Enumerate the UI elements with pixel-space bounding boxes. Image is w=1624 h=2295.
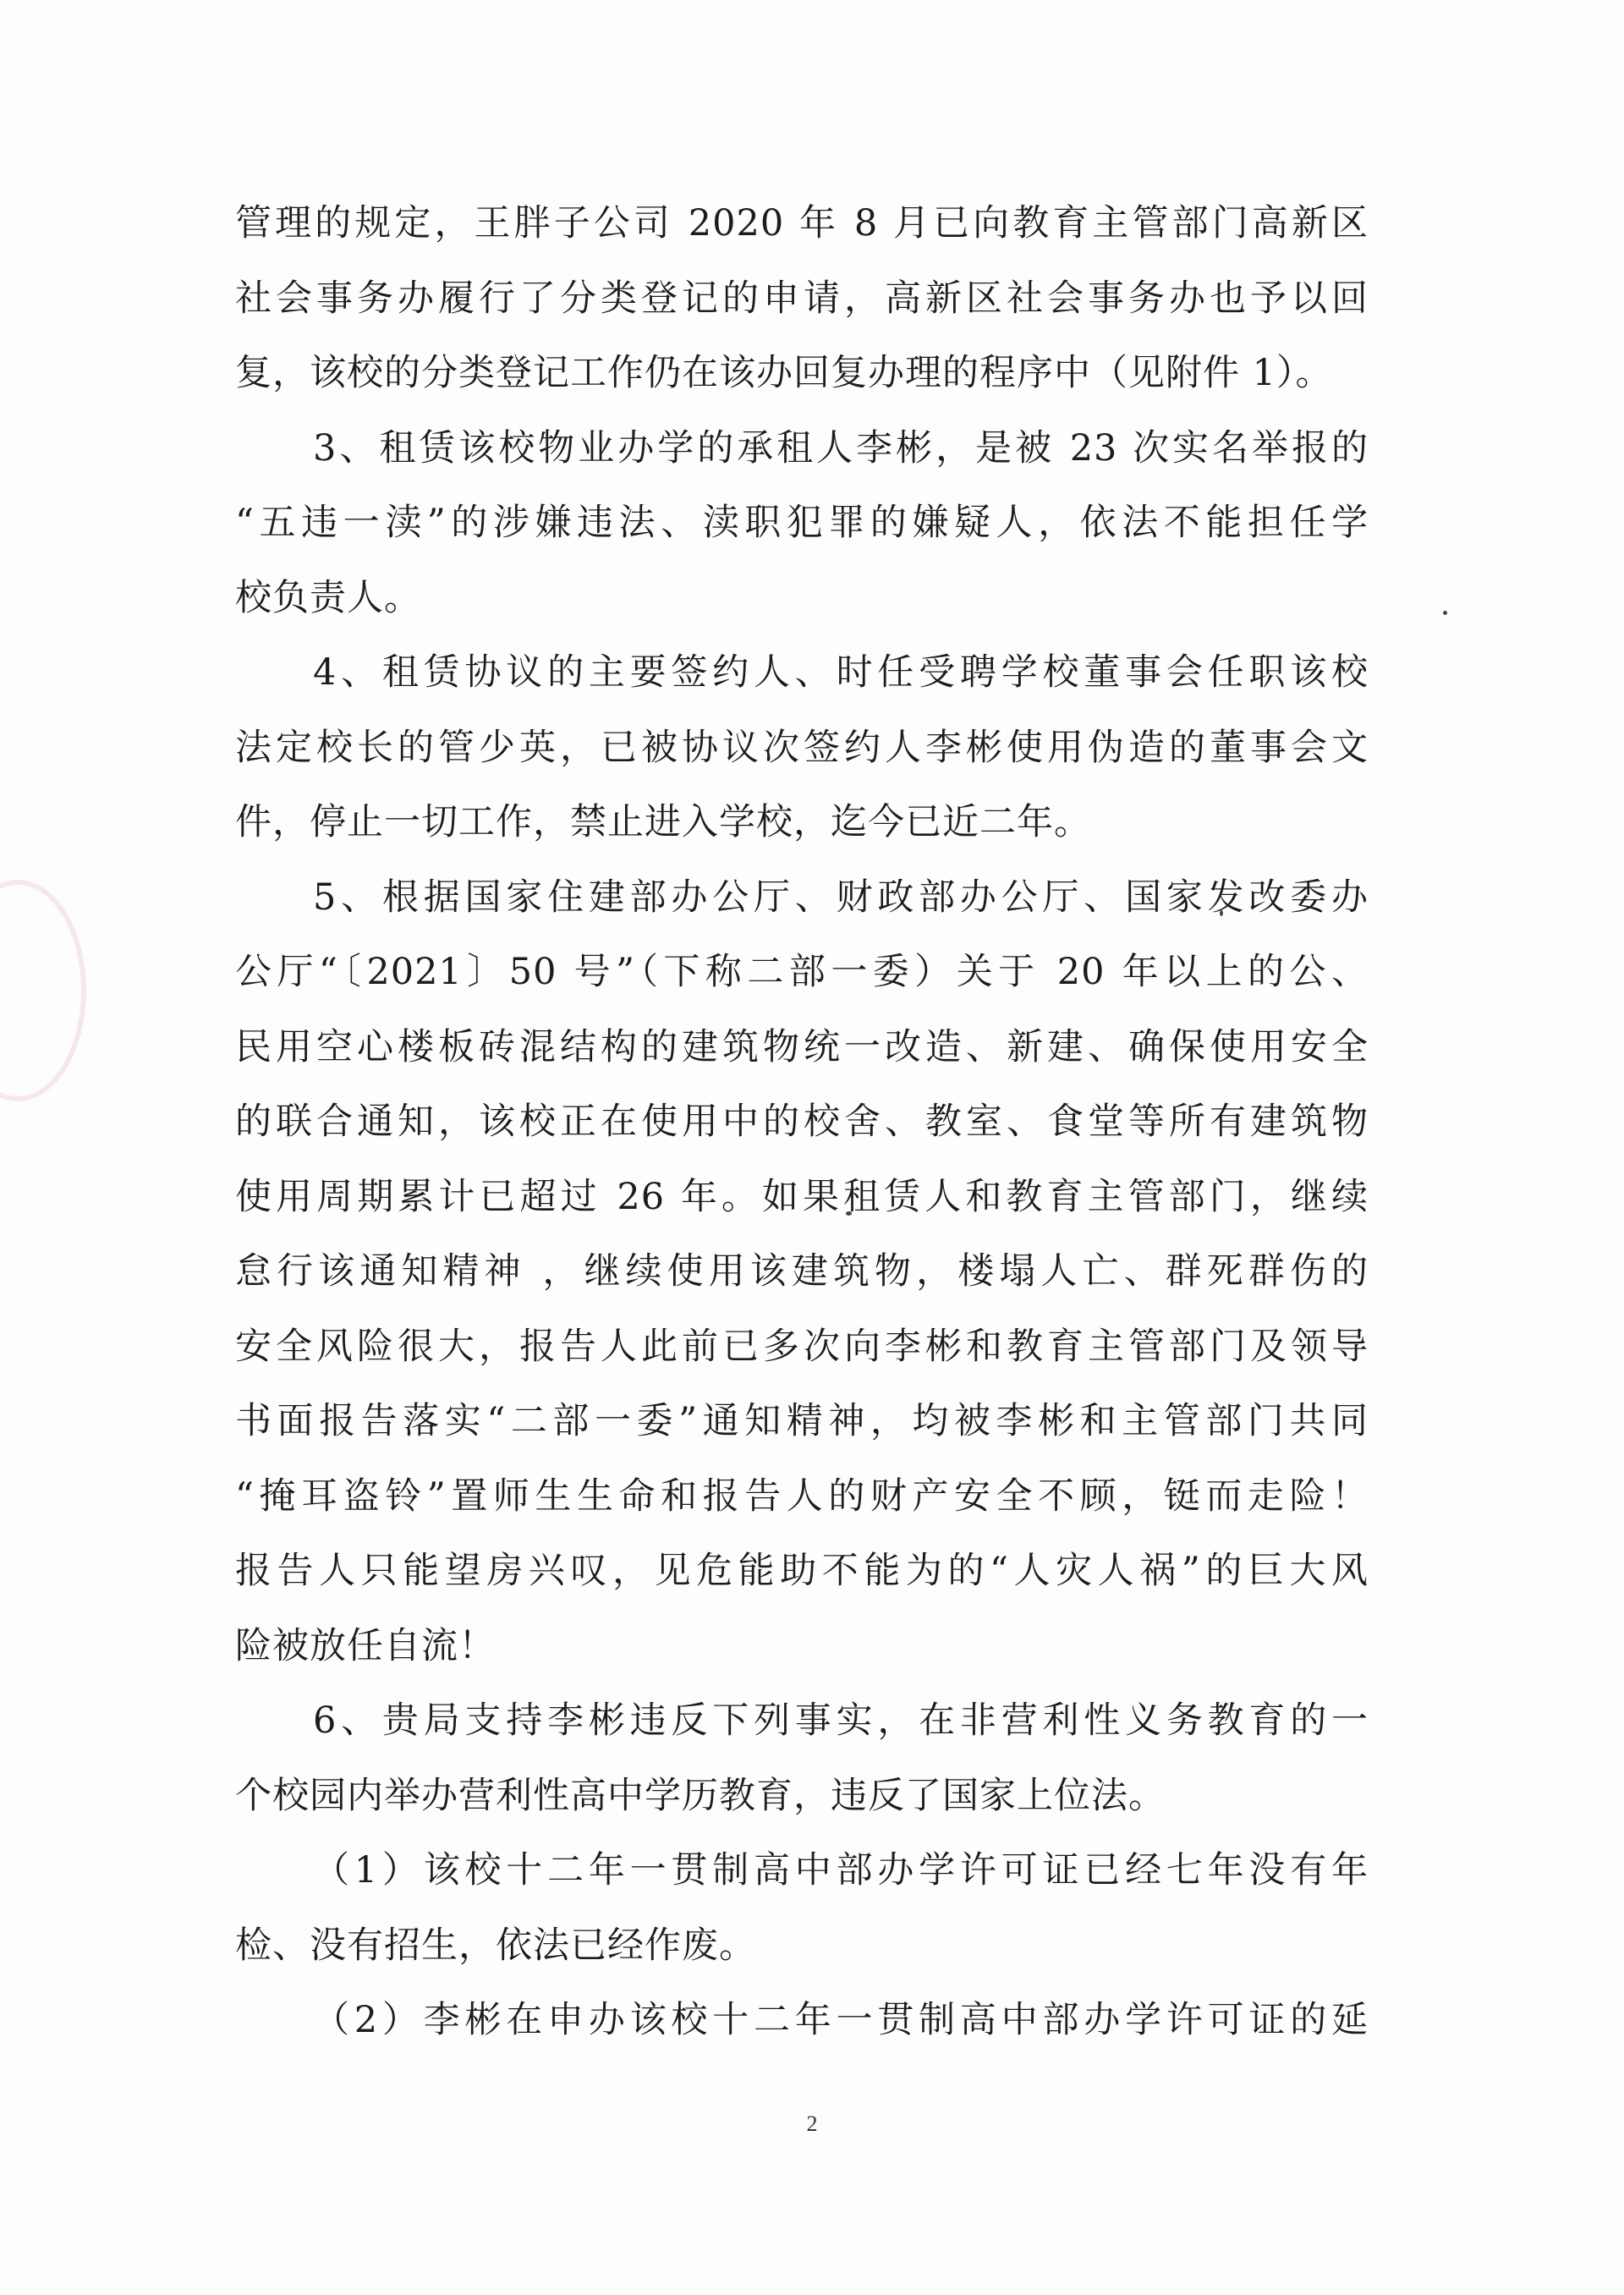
text-line: 公厅“〔2021〕50 号”（下称二部一委）关于 20 年以上的公、	[235, 951, 1369, 993]
text-line: 4、租赁协议的主要签约人、时任受聘学校董事会任职该校	[313, 651, 1369, 694]
text-line: 件，停止一切工作，禁止进入学校，迄今已近二年。	[235, 801, 1091, 843]
text-line: 个校园内举办营利性高中学历教育，违反了国家上位法。	[235, 1774, 1166, 1817]
text-line: 5、根据国家住建部办公厅、财政部办公厅、国家发改委办	[313, 876, 1369, 919]
text-line: （1）该校十二年一贯制高中部办学许可证已经七年没有年	[313, 1849, 1369, 1891]
body-text	[235, 186, 1369, 2058]
text-line: 的联合通知，该校正在使用中的校舍、教室、食堂等所有建筑物	[235, 1101, 1369, 1143]
text-line: 社会事务办履行了分类登记的申请，高新区社会事务办也予以回	[235, 277, 1369, 320]
text-line: 法定校长的管少英，已被协议次签约人李彬使用伪造的董事会文	[235, 726, 1369, 769]
text-line: 检、没有招生，依法已经作废。	[235, 1924, 756, 1967]
text-line: 书面报告落实“二部一委”通知精神，均被李彬和主管部门共同	[235, 1400, 1369, 1442]
text-line: “五违一渎”的涉嫌违法、渎职犯罪的嫌疑人，依法不能担任学	[235, 502, 1369, 544]
text-line: 报告人只能望房兴叹，见危能助不能为的“人灾人祸”的巨大风	[235, 1550, 1369, 1592]
text-line: 校负责人。	[235, 576, 421, 619]
scan-speck	[1443, 611, 1447, 615]
text-line: 安全风险很大，报告人此前已多次向李彬和教育主管部门及领导	[235, 1325, 1369, 1368]
text-line: 复，该校的分类登记工作仍在该办回复办理的程序中（见附件 1）。	[235, 352, 1333, 394]
page-number: 2	[806, 2111, 818, 2136]
stamp-trace	[0, 880, 86, 1101]
text-line: 民用空心楼板砖混结构的建筑物统一改造、新建、确保使用安全	[235, 1025, 1369, 1068]
text-line: （2）李彬在申办该校十二年一贯制高中部办学许可证的延	[313, 1999, 1369, 2041]
text-line: 怠行该通知精神 ，继续使用该建筑物，楼塌人亡、群死群伤的	[235, 1250, 1369, 1293]
text-line: 险被放任自流！	[235, 1624, 496, 1667]
text-line: 使用周期累计已超过 26 年。如果租赁人和教育主管部门，继续	[235, 1175, 1369, 1218]
text-line: 6、贵局支持李彬违反下列事实，在非营利性义务教育的一	[313, 1699, 1369, 1742]
text-line: “掩耳盗铃”置师生生命和报告人的财产安全不顾，铤而走险！	[235, 1474, 1369, 1518]
text-line: 管理的规定，王胖子公司 2020 年 8 月已向教育主管部门高新区	[235, 202, 1369, 244]
text-line: 3、租赁该校物业办学的承租人李彬，是被 23 次实名举报的	[313, 426, 1369, 469]
